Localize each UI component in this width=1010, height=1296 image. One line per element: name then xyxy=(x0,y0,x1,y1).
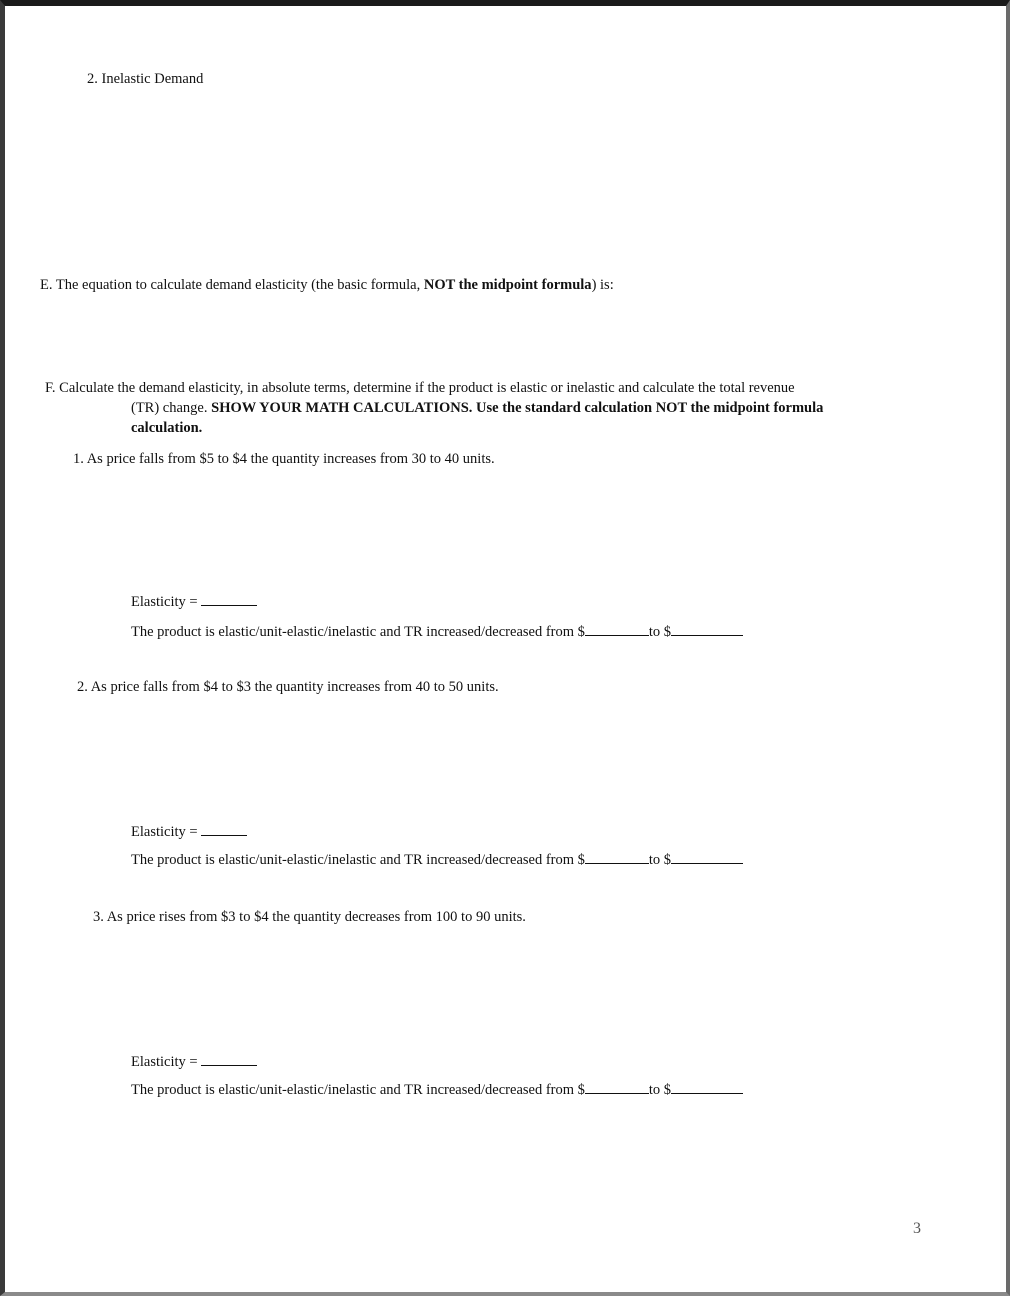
elasticity-label: Elasticity = xyxy=(131,824,198,840)
tr-to-blank[interactable] xyxy=(671,621,743,636)
product-statement: The product is elastic/unit-elastic/inelastic and TR increased/decreased from $ xyxy=(131,1082,585,1098)
to-label: to $ xyxy=(648,624,672,640)
to-label: to $ xyxy=(648,852,672,868)
elasticity-label: Elasticity = xyxy=(131,594,198,610)
tr-from-blank[interactable] xyxy=(585,849,649,864)
product-statement: The product is elastic/unit-elastic/inelastic and TR increased/decreased from $ xyxy=(131,852,585,868)
section-f-line-2 xyxy=(45,398,935,418)
section-f-line-2-regular: (TR) change. xyxy=(131,400,212,416)
question-2-product-line xyxy=(131,849,743,870)
question-1-prompt: 1. As price falls from $5 to $4 the quantity increases from 30 to 40 units. xyxy=(73,451,495,467)
section-e-text-end: ) is: xyxy=(591,277,614,293)
inelastic-demand-heading: 2. Inelastic Demand xyxy=(87,71,204,87)
section-f-line-1: F. Calculate the demand elasticity, in absolute terms, determine if the product is elastic or inelastic and calculate the total revenue xyxy=(45,380,795,396)
tr-to-blank[interactable] xyxy=(671,849,743,864)
elasticity-label: Elasticity = xyxy=(131,1054,198,1070)
section-f-line-2-bold: SHOW YOUR MATH CALCULATIONS. Use the standard calculation NOT the midpoint formula xyxy=(211,400,824,416)
section-e-text-start: E. The equation to calculate demand elasticity (the basic formula, xyxy=(40,277,424,293)
question-1-elasticity-line xyxy=(131,591,257,612)
tr-from-blank[interactable] xyxy=(585,1079,649,1094)
question-3-prompt: 3. As price rises from $3 to $4 the quantity decreases from 100 to 90 units. xyxy=(93,909,526,925)
question-3-elasticity-line xyxy=(131,1051,257,1072)
tr-from-blank[interactable] xyxy=(585,621,649,636)
section-f-line-3: calculation. xyxy=(131,420,203,436)
section-e-question xyxy=(40,275,614,295)
question-1-product-line xyxy=(131,621,743,642)
section-e-bold-text: NOT the midpoint formula xyxy=(423,277,592,293)
to-label: to $ xyxy=(648,1082,672,1098)
elasticity-answer-blank[interactable] xyxy=(201,821,247,836)
question-3-product-line xyxy=(131,1079,743,1100)
elasticity-answer-blank[interactable] xyxy=(201,591,257,606)
elasticity-answer-blank[interactable] xyxy=(201,1051,257,1066)
page-number: 3 xyxy=(913,1220,921,1237)
question-2-elasticity-line xyxy=(131,821,247,842)
product-statement: The product is elastic/unit-elastic/inelastic and TR increased/decreased from $ xyxy=(131,624,585,640)
question-2-prompt: 2. As price falls from $4 to $3 the quantity increases from 40 to 50 units. xyxy=(77,679,499,695)
tr-to-blank[interactable] xyxy=(671,1079,743,1094)
section-f-instructions xyxy=(45,378,935,438)
